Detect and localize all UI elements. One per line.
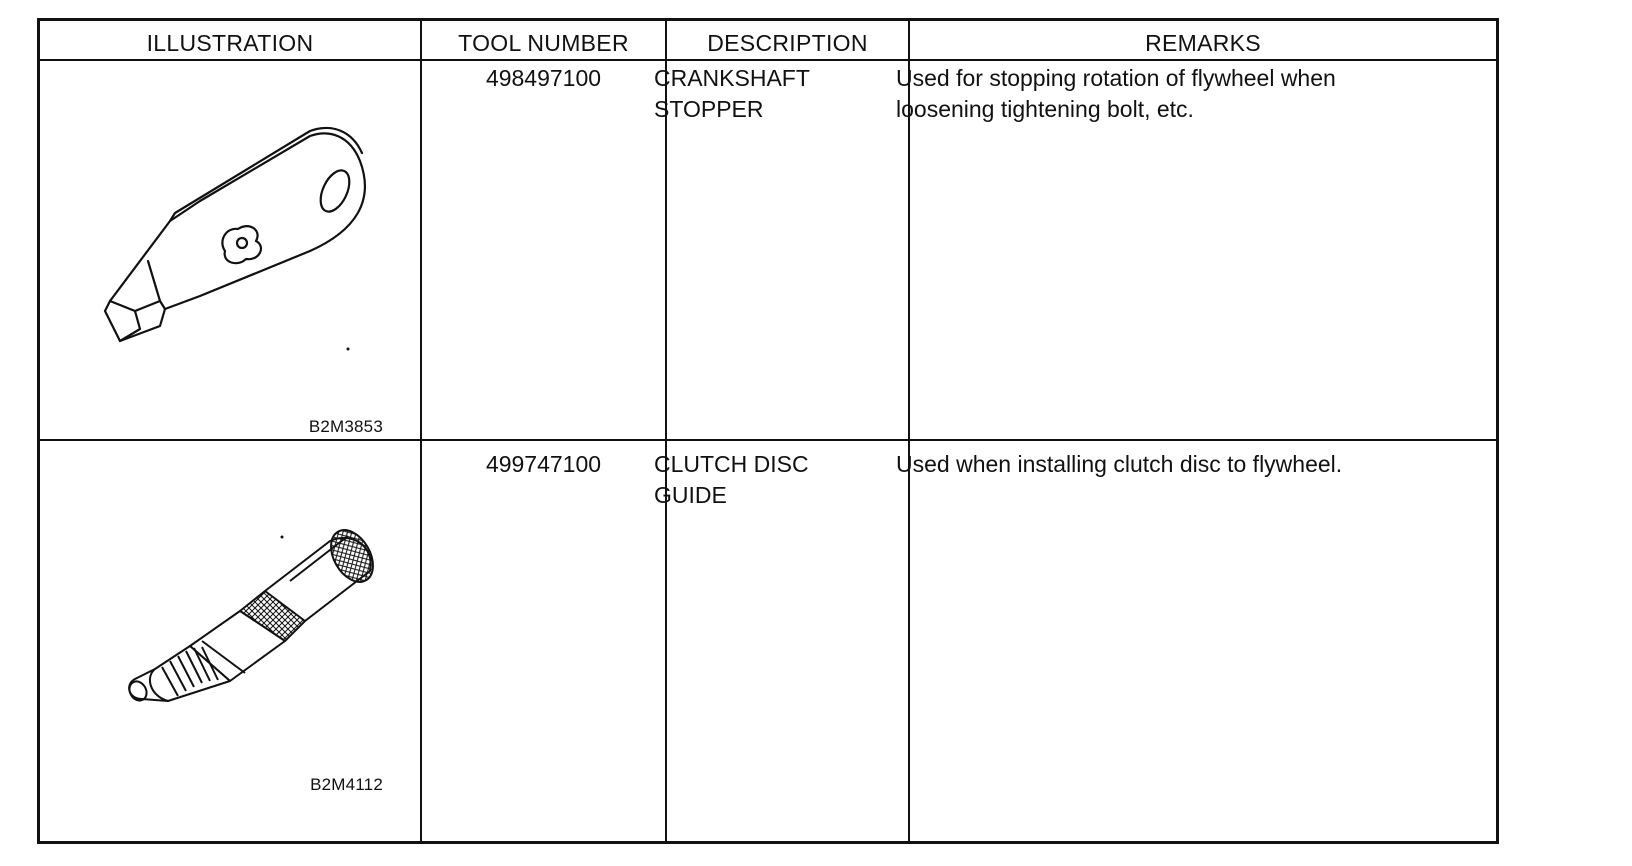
special-tools-table — [37, 18, 1499, 844]
description-line: CRANKSHAFT — [654, 65, 810, 91]
remarks — [896, 449, 1342, 480]
tool-number: 498497100 — [485, 65, 602, 91]
clutch-disc-guide-illustration — [90, 491, 400, 751]
remarks — [896, 63, 1336, 125]
figure-code: B2M4112 — [310, 775, 383, 794]
column-divider — [908, 21, 910, 841]
header-description: DESCRIPTION — [707, 30, 868, 56]
description-line: CLUTCH DISC — [654, 451, 809, 477]
row-divider — [40, 439, 1496, 441]
column-divider — [420, 21, 422, 841]
crankshaft-stopper-illustration — [60, 101, 400, 391]
column-divider — [665, 21, 667, 841]
description — [654, 449, 809, 511]
header-tool-number: TOOL NUMBER — [458, 30, 629, 56]
remarks-line: loosening tightening bolt, etc. — [896, 96, 1194, 122]
figure-code: B2M3853 — [308, 417, 383, 436]
description-line: GUIDE — [654, 482, 727, 508]
header-remarks: REMARKS — [1145, 30, 1261, 56]
remarks-line: Used for stopping rotation of flywheel when — [896, 65, 1336, 91]
tool-number: 499747100 — [485, 451, 602, 477]
remarks-line: Used when installing clutch disc to flywheel. — [896, 451, 1343, 477]
description — [654, 63, 810, 125]
header-illustration: ILLUSTRATION — [146, 30, 314, 56]
description-line: STOPPER — [654, 96, 764, 122]
